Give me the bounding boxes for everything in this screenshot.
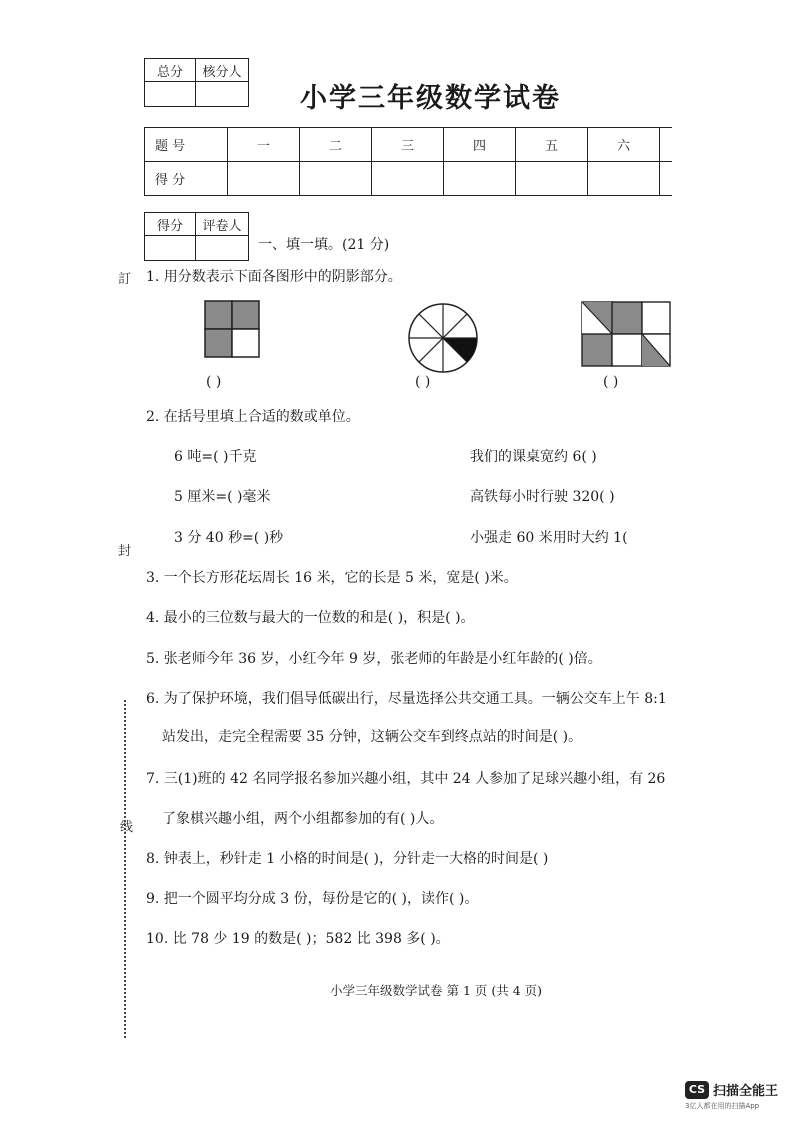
col-2: 二 [300,128,372,162]
figure-triangle-grid [581,301,671,367]
scanner-app-name: 扫描全能王 [713,1084,779,1099]
col-6: 六 [588,128,660,162]
col-4: 四 [444,128,516,162]
score-table [144,127,672,196]
col-3: 三 [372,128,444,162]
q2-item-2[interactable]: 我们的课桌宽约 6( ) [470,449,597,465]
question-7-line-2[interactable]: 了象棋兴趣小组，两个小组都参加的有( )人。 [162,811,444,827]
score-cell[interactable] [372,162,444,196]
col-5: 五 [516,128,588,162]
q2-item-6[interactable]: 小强走 60 米用时大约 1( [470,530,628,546]
section-title: 一、填一填。(21 分) [258,237,390,253]
empty-cell [232,329,259,357]
question-7-line-1: 7. 三(1)班的 42 名同学报名参加兴趣小组，其中 24 人参加了足球兴趣小组，有 26 [146,771,666,787]
section-score-cell[interactable] [145,236,196,261]
question-6-line-2[interactable]: 站发出，走完全程需要 35 分钟，这辆公交车到终点站的时间是( )。 [162,729,583,745]
scanner-watermark [685,1080,778,1111]
q2-item-1[interactable]: 6 吨=( )千克 [174,449,257,465]
question-10[interactable]: 10. 比 78 少 19 的数是( )；582 比 398 多( )。 [146,931,450,947]
q1-blank-2[interactable]: ( ) [415,374,431,390]
question-8[interactable]: 8. 钟表上，秒针走 1 小格的时间是( )，分针走一大格的时间是( ) [146,851,549,867]
question-1: 1. 用分数表示下面各图形中的阴影部分。 [146,269,402,285]
question-number-label: 题 号 [145,128,228,162]
score-cell[interactable] [516,162,588,196]
checker-label: 核分人 [196,59,249,82]
question-3[interactable]: 3. 一个长方形花坛周长 16 米，它的长是 5 米，宽是( )米。 [146,570,518,586]
section-score-label: 得分 [145,213,196,236]
score-cell[interactable] [228,162,300,196]
figure-circle [407,302,479,374]
cs-logo-icon: CS [685,1081,709,1099]
score-cell[interactable] [300,162,372,196]
binding-line [124,700,126,1038]
question-6-line-1: 6. 为了保护环境，我们倡导低碳出行，尽量选择公共交通工具。一辆公交车上午 8:1 [146,691,667,707]
shaded-cell [205,329,232,357]
checker-cell[interactable] [196,82,249,107]
scanner-tagline: 3亿人都在用的扫描App [685,1102,760,1110]
q1-blank-1[interactable]: ( ) [206,374,222,390]
page-footer: 小学三年级数学试卷 第 1 页 (共 4 页) [330,983,543,998]
score-cell[interactable] [444,162,516,196]
margin-char-3: 线 [120,820,134,835]
question-4[interactable]: 4. 最小的三位数与最大的一位数的和是( )，积是( )。 [146,610,475,626]
shaded-cell [232,301,259,329]
q2-item-5[interactable]: 3 分 40 秒=( )秒 [174,530,284,546]
margin-char-2: 封 [118,544,132,559]
question-9[interactable]: 9. 把一个圆平均分成 3 份，每份是它的( )，读作( )。 [146,891,479,907]
col-1: 一 [228,128,300,162]
score-cell[interactable] [588,162,660,196]
q1-blank-3[interactable]: ( ) [603,374,619,390]
question-2: 2. 在括号里填上合适的数或单位。 [146,409,360,425]
shaded-cell [205,301,232,329]
total-score-label: 总分 [145,59,196,82]
grader-cell[interactable] [196,236,249,261]
page-title: 小学三年级数学试卷 [300,83,561,114]
q2-item-3[interactable]: 5 厘米=( )毫米 [174,489,271,505]
question-5[interactable]: 5. 张老师今年 36 岁，小红今年 9 岁，张老师的年龄是小红年龄的( )倍。 [146,651,602,667]
margin-char-1: 訂 [118,272,132,287]
figure-square-grid [204,300,260,358]
q2-item-4[interactable]: 高铁每小时行驶 320( ) [470,489,615,505]
section-score-box [144,212,249,261]
grader-label: 评卷人 [196,213,249,236]
score-row-label: 得 分 [145,162,228,196]
total-score-cell[interactable] [145,82,196,107]
total-score-box [144,58,249,107]
